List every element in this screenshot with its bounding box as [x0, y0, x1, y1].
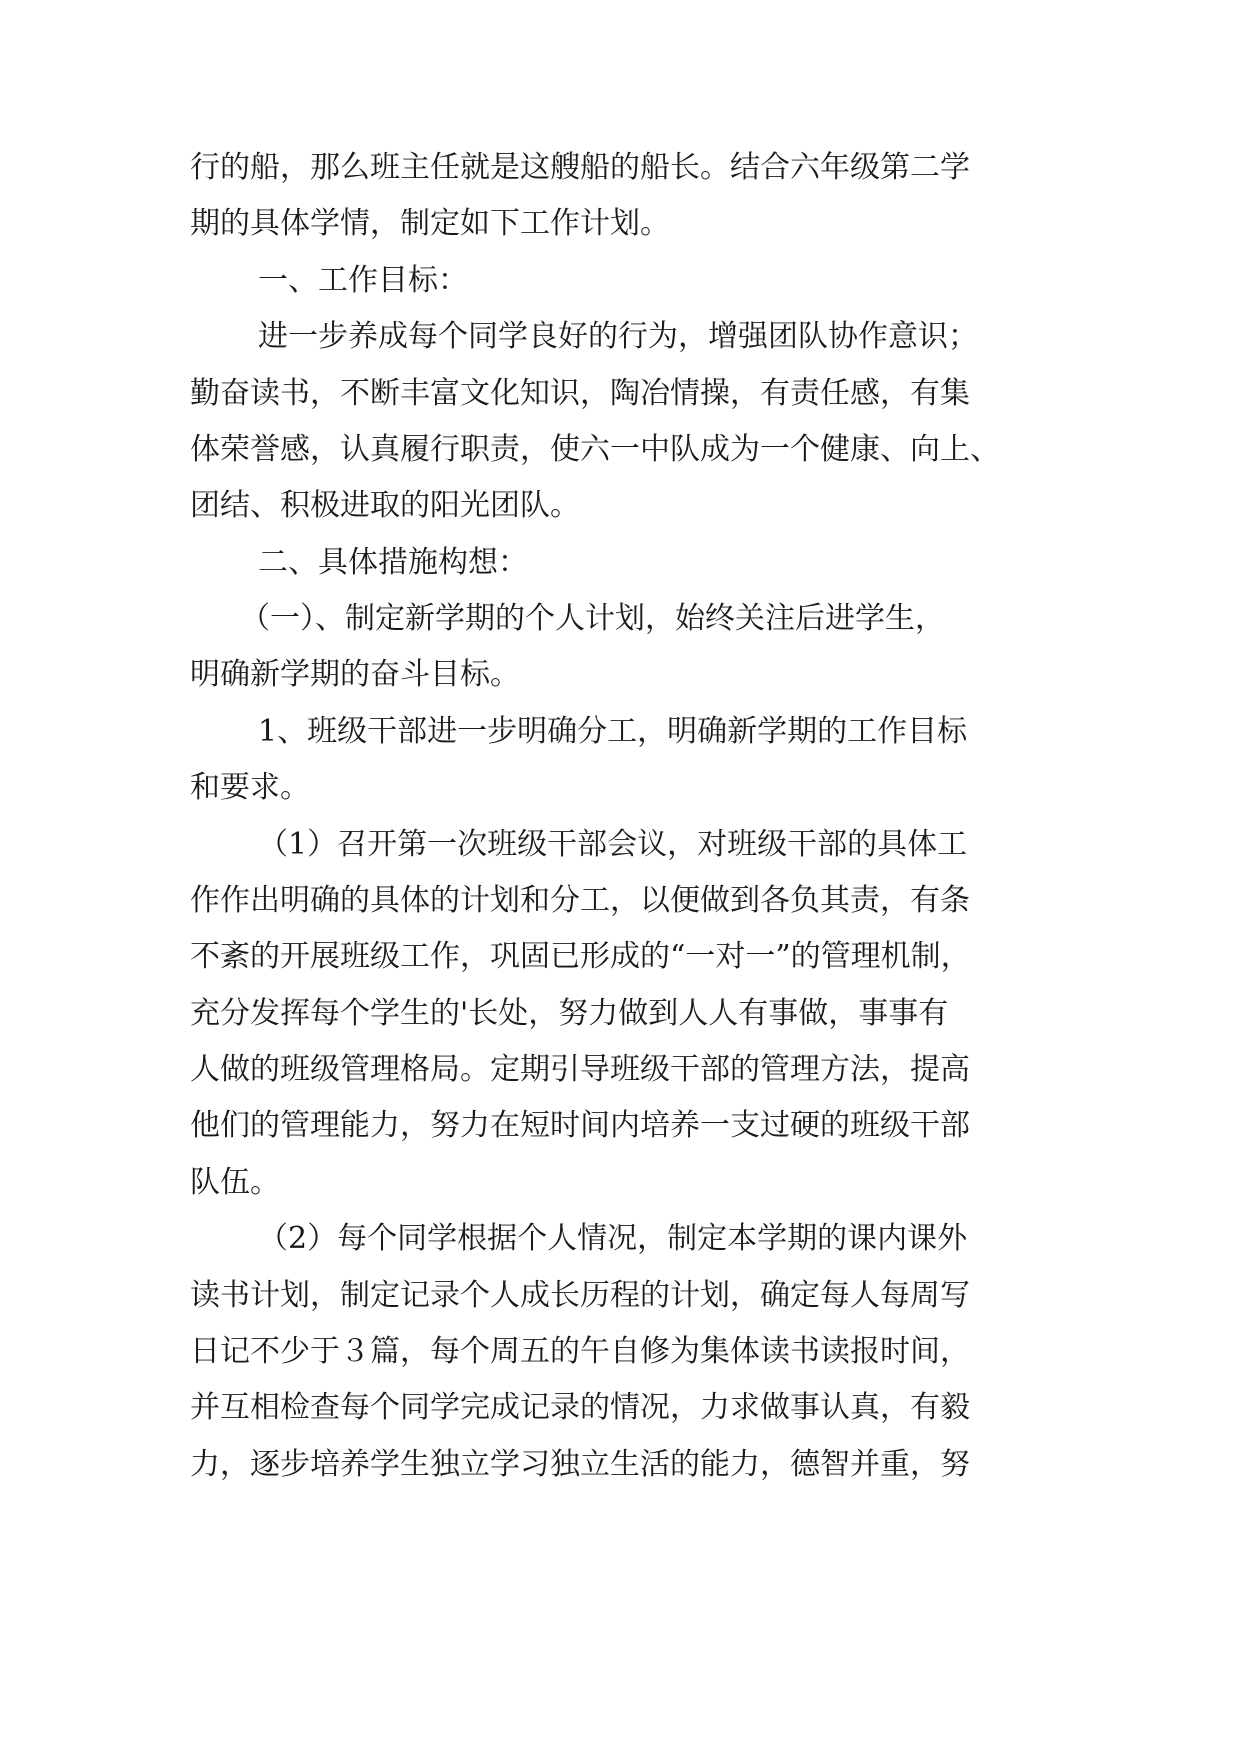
text-line: 力，逐步培养学生独立学习独立生活的能力，德智并重，努	[190, 1447, 970, 1482]
text-line: 不紊的开展班级工作，巩固已形成的“一对一”的管理机制，	[190, 939, 971, 974]
section-heading: 一、工作目标：	[258, 263, 468, 298]
text-line: 勤奋读书，不断丰富文化知识，陶冶情操，有责任感，有集	[190, 376, 970, 411]
text-line: 1、班级干部进一步明确分工，明确新学期的工作目标	[258, 714, 968, 749]
text-line: （2）每个同学根据个人情况，制定本学期的课内课外	[258, 1221, 968, 1256]
text-line: 他们的管理能力，努力在短时间内培养一支过硬的班级干部	[190, 1108, 970, 1143]
text-line: 和要求。	[190, 770, 310, 805]
text-line: 队伍。	[190, 1165, 280, 1200]
text-line: 读书计划，制定记录个人成长历程的计划，确定每人每周写	[190, 1278, 970, 1313]
text-line: （一）、制定新学期的个人计划，始终关注后进学生，	[240, 601, 945, 636]
text-line: 人做的班级管理格局。定期引导班级干部的管理方法，提高	[190, 1052, 970, 1087]
text-line: 日记不少于３篇，每个周五的午自修为集体读书读报时间，	[190, 1334, 970, 1369]
section-heading: 二、具体措施构想：	[258, 545, 528, 580]
text-line: 作作出明确的具体的计划和分工，以便做到各负其责，有条	[190, 883, 970, 918]
text-line: 期的具体学情，制定如下工作计划。	[190, 206, 670, 241]
text-line: 团结、积极进取的阳光团队。	[190, 488, 580, 523]
text-line: 并互相检查每个同学完成记录的情况，力求做事认真，有毅	[190, 1390, 970, 1425]
text-line: 明确新学期的奋斗目标。	[190, 657, 520, 692]
text-line: 充分发挥每个学生的'长处，努力做到人人有事做，事事有	[190, 996, 949, 1031]
text-line: （1）召开第一次班级干部会议，对班级干部的具体工	[258, 827, 968, 862]
text-line: 体荣誉感，认真履行职责，使六一中队成为一个健康、向上、	[190, 432, 1000, 467]
text-line: 行的船，那么班主任就是这艘船的船长。结合六年级第二学	[190, 150, 970, 185]
text-line: 进一步养成每个同学良好的行为，增强团队协作意识；	[258, 319, 978, 354]
